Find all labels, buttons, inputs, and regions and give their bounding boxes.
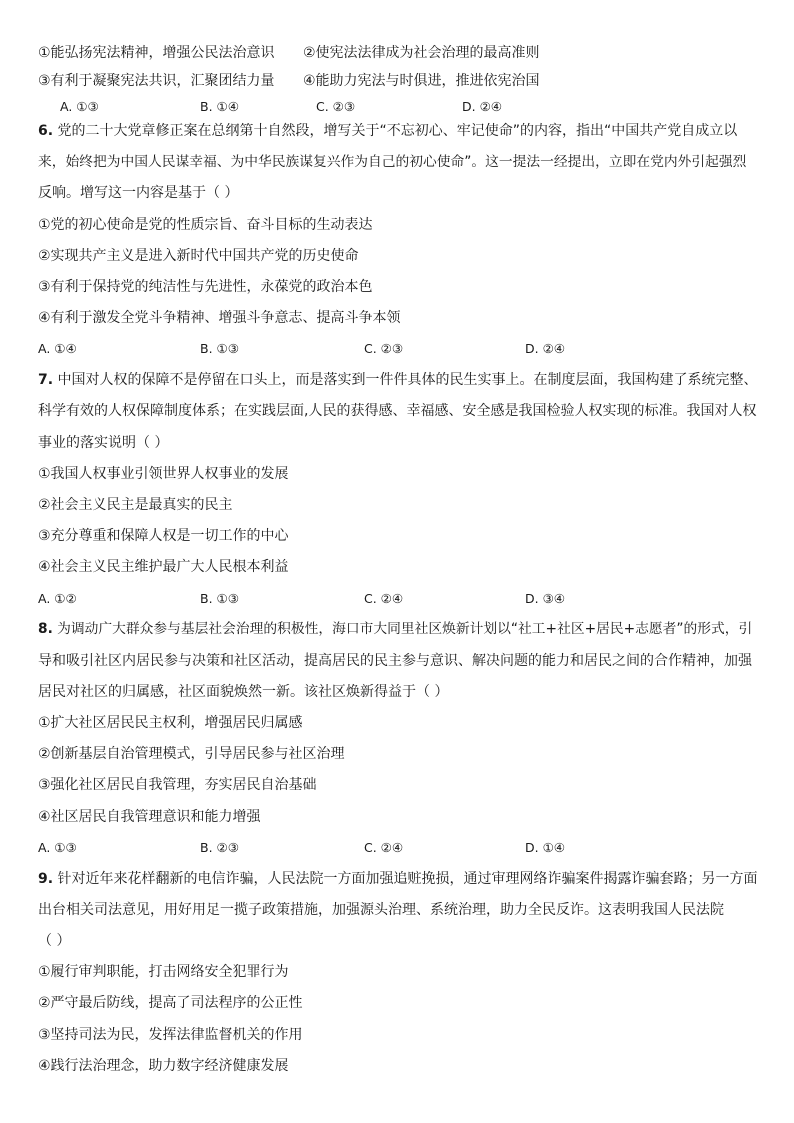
q8-statement-1: ①扩大社区居民民主权利，增强居民归属感 [38,715,303,731]
q6-stem-line-2: 来，始终把为中国人民谋幸福、为中华民族谋复兴作为自己的初心使命”。这一提法一经提出，立即在党内外引起强烈 [38,154,747,170]
q6-option-d[interactable]: D. ②④ [525,341,565,356]
q8-statement-4: ④社区居民自我管理意识和能力增强 [38,809,261,825]
q7-statement-3: ③充分尊重和保障人权是一切工作的中心 [38,528,289,544]
q6-statement-1: ①党的初心使命是党的性质宗旨、奋斗目标的生动表达 [38,217,373,233]
q9-stem-line-3: （ ） [38,933,71,949]
q7-option-c[interactable]: C. ②④ [364,591,404,606]
q9-number: 9. [38,871,54,887]
q8-option-d[interactable]: D. ①④ [525,840,565,855]
q8-statement-2: ②创新基层自治管理模式，引导居民参与社区治理 [38,746,345,762]
q7-number: 7. [38,372,54,388]
q5-row-2 [38,71,758,91]
q6-option-c[interactable]: C. ②③ [364,341,404,356]
q8-stem-line-1: 8. 为调动广大群众参与基层社会治理的积极性，海口市大同里社区焕新计划以“社工+社区+居民+志愿者”的形式，引 [38,621,753,637]
q8-option-c[interactable]: C. ②④ [364,840,404,855]
q7-statement-2: ②社会主义民主是最真实的民主 [38,497,233,513]
q9-stem-line-1: 9. 针对近年来花样翻新的电信诈骗，人民法院一方面加强追赃挽损，通过审理网络诈骗案件揭露诈骗套路；另一方面 [38,871,758,887]
q5-option-c[interactable]: C. ②③ [316,99,356,114]
q7-option-d[interactable]: D. ③④ [525,591,565,606]
q6-statement-4: ④有利于激发全党斗争精神、增强斗争意志、提高斗争本领 [38,310,401,326]
q8-stem-line-2: 导和吸引社区内居民参与决策和社区活动，提高居民的民主参与意识、解决问题的能力和居民之间的合作精神，加强 [38,653,752,669]
q7-statement-4: ④社会主义民主维护最广大人民根本利益 [38,559,289,575]
q8-number: 8. [38,621,53,637]
q5-statement-1: ①能弘扬宪法精神，增强公民法治意识 [38,45,275,61]
q7-stem-line-2: 科学有效的人权保障制度体系；在实践层面,人民的获得感、幸福感、安全感是我国检验人权实现的标准。我国对人权 [38,403,757,419]
q7-stem-line-3: 事业的落实说明（ ） [38,435,169,451]
q6-stem-line-1: 6. 党的二十大党章修正案在总纲第十自然段，增写关于“不忘初心、牢记使命”的内容，指出“中国共产党自成立以 [38,123,738,139]
q7-option-b[interactable]: B. ①③ [200,591,239,606]
q8-option-a[interactable]: A. ①③ [38,840,77,855]
q8-options [38,838,758,858]
q5-option-a[interactable]: A. ①③ [60,99,99,114]
q6-statement-2: ②实现共产主义是进入新时代中国共产党的历史使命 [38,248,359,264]
q5-option-b[interactable]: B. ①④ [200,99,239,114]
q5-statement-3: ③有利于凝聚宪法共识，汇聚团结力量 [38,73,275,89]
q5-statement-2: ②使宪法法律成为社会治理的最高准则 [303,45,540,61]
q6-option-a[interactable]: A. ①④ [38,341,77,356]
q7-statement-1: ①我国人权事业引领世界人权事业的发展 [38,466,289,482]
q9-statement-4: ④践行法治理念，助力数字经济健康发展 [38,1058,289,1074]
q9-stem-line-2: 出台相关司法意见，用好用足一揽子政策措施，加强源头治理、系统治理，助力全民反诈。这表明我国人民法院 [38,902,724,918]
q9-statement-2: ②严守最后防线，提高了司法程序的公正性 [38,995,303,1011]
q5-options [38,97,758,117]
q6-option-b[interactable]: B. ①③ [200,341,239,356]
q6-options [38,339,758,359]
q6-statement-3: ③有利于保持党的纯洁性与先进性，永葆党的政治本色 [38,279,373,295]
q9-statement-1: ①履行审判职能，打击网络安全犯罪行为 [38,964,289,980]
q8-stem-line-3: 居民对社区的归属感，社区面貌焕然一新。该社区焕新得益于（ ） [38,684,449,700]
q5-statement-4: ④能助力宪法与时俱进，推进依宪治国 [303,73,540,89]
q7-option-a[interactable]: A. ①② [38,591,77,606]
q8-option-b[interactable]: B. ②③ [200,840,239,855]
q9-statement-3: ③坚持司法为民，发挥法律监督机关的作用 [38,1027,303,1043]
q8-statement-3: ③强化社区居民自我管理，夯实居民自治基础 [38,777,317,793]
q5-option-d[interactable]: D. ②④ [462,99,502,114]
q7-stem-line-1: 7. 中国对人权的保障不是停留在口头上，而是落实到一件件具体的民生实事上。在制度层面，我国构建了系统完整、 [38,372,758,388]
q7-options [38,589,758,609]
q6-number: 6. [38,123,54,139]
q6-stem-line-3: 反响。增写这一内容是基于（ ） [38,185,239,201]
q5-row-1 [38,43,758,63]
